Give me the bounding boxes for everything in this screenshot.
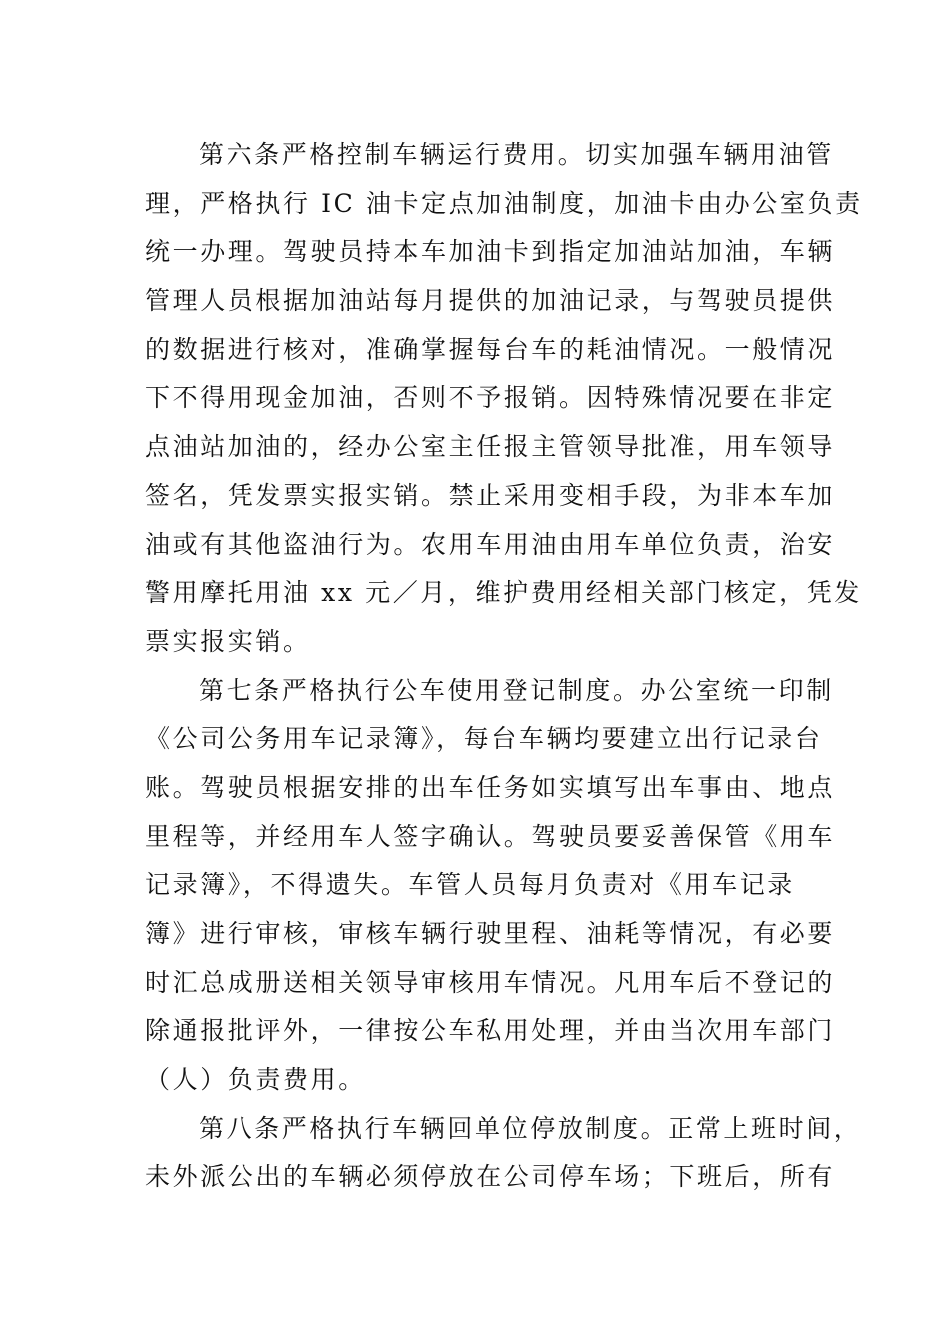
document-body [145, 131, 863, 1202]
text-line: 油或有其他盗油行为。农用车用油由用车单位负责，治安 [145, 529, 836, 559]
text-line: 账。驾驶员根据安排的出车任务如实填写出车事由、地点 [145, 772, 836, 802]
text-line: 除通报批评外，一律按公车私用处理，并由当次用车部门 [145, 1016, 836, 1046]
text-line: 理，严格执行 IC 油卡定点加油制度，加油卡由办公室负责 [145, 188, 863, 218]
text-line: 管理人员根据加油站每月提供的加油记录，与驾驶员提供 [145, 286, 836, 316]
text-line: 签名，凭发票实报实销。禁止采用变相手段，为非本车加 [145, 480, 836, 510]
text-line: （人）负责费用。 [145, 1065, 366, 1095]
paragraph-article-6 [145, 131, 863, 667]
text-line: 点油站加油的，经办公室主任报主管领导批准，用车领导 [145, 432, 836, 462]
text-line: 里程等，并经用车人签字确认。驾驶员要妥善保管《用车 [145, 821, 836, 851]
text-line: 第八条严格执行车辆回单位停放制度。正常上班时间， [199, 1113, 862, 1143]
text-line: 第六条严格控制车辆运行费用。切实加强车辆用油管 [199, 140, 834, 169]
text-line: 票实报实销。 [145, 626, 311, 656]
text-line: 第七条严格执行公车使用登记制度。办公室统一印制 [199, 675, 834, 705]
paragraph-article-7 [145, 667, 836, 1105]
text-line: 时汇总成册送相关领导审核用车情况。凡用车后不登记的 [145, 967, 836, 997]
text-line: 统一办理。驾驶员持本车加油卡到指定加油站加油，车辆 [145, 237, 836, 267]
text-line: 《公司公务用车记录簿》，每台车辆均要建立出行记录台 [145, 724, 823, 754]
text-line: 的数据进行核对，准确掌握每台车的耗油情况。一般情况 [145, 334, 836, 364]
text-line: 下不得用现金加油，否则不予报销。因特殊情况要在非定 [145, 383, 836, 413]
text-line: 警用摩托用油 xx 元／月，维护费用经相关部门核定，凭发 [145, 578, 862, 608]
paragraph-article-8 [145, 1105, 862, 1202]
text-line: 记录簿》，不得遗失。车管人员每月负责对《用车记录 [145, 870, 795, 900]
text-line: 簿》进行审核，审核车辆行驶里程、油耗等情况，有必要 [145, 919, 836, 948]
text-line: 未外派公出的车辆必须停放在公司停车场；下班后，所有 [145, 1162, 836, 1192]
